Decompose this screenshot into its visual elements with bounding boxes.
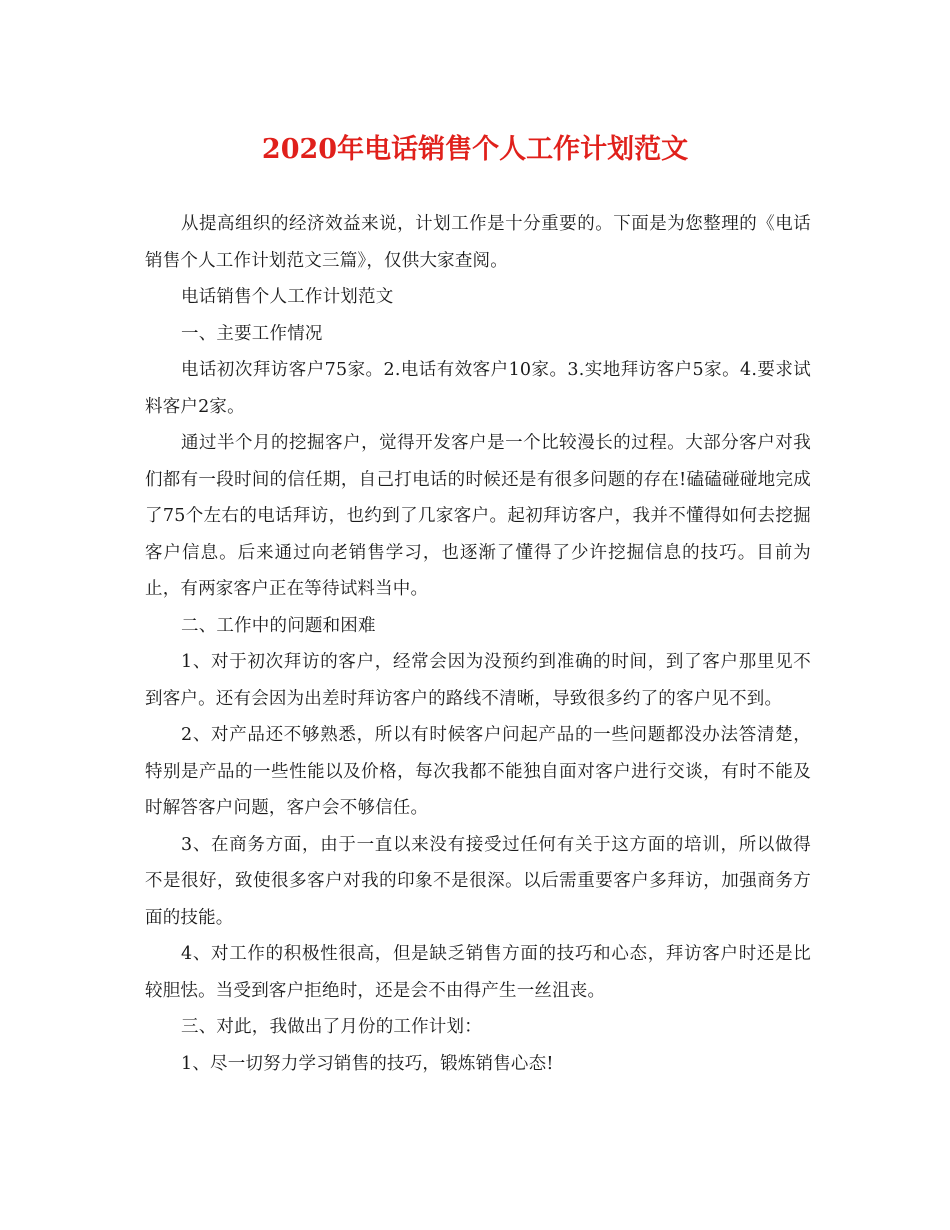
body-paragraph: 通过半个月的挖掘客户，觉得开发客户是一个比较漫长的过程。大部分客户对我们都有一段时间的信任期，自己打电话的时候还是有很多问题的存在!磕磕碰碰地完成了75个左右的电话拜访，也约到了几家客户。起初拜访客户，我并不懂得如何去挖掘客户信息。后来通过向老销售学习，也逐渐了懂得了少许挖掘信息的技巧。目前为止，有两家客户正在等待试料当中。 bbox=[145, 433, 811, 599]
body-paragraph: 1、尽一切努力学习销售的技巧，锻炼销售心态! bbox=[181, 1053, 554, 1074]
subtitle-paragraph: 电话销售个人工作计划范文 bbox=[181, 287, 394, 307]
body-paragraph: 4、对工作的积极性很高，但是缺乏销售方面的技巧和心态，拜访客户时还是比较胆怯。当受到客户拒绝时，还是会不由得产生一丝沮丧。 bbox=[145, 944, 811, 1001]
body-paragraph: 2、对产品还不够熟悉，所以有时候客户问起产品的一些问题都没办法答清楚，特别是产品的一些性能以及价格，每次我都不能独自面对客户进行交谈，有时不能及时解答客户问题，客户会不够信任。 bbox=[145, 725, 811, 818]
section-heading-2: 二、工作中的问题和困难 bbox=[181, 615, 376, 636]
document-body bbox=[145, 206, 811, 1082]
section-heading-1: 一、主要工作情况 bbox=[181, 323, 323, 344]
body-paragraph: 3、在商务方面，由于一直以来没有接受过任何有关于这方面的培训，所以做得不是很好，致使很多客户对我的印象不是很深。以后需重要客户多拜访，加强商务方面的技能。 bbox=[145, 834, 811, 928]
body-paragraph: 1、对于初次拜访的客户，经常会因为没预约到准确的时间，到了客户那里见不到客户。还有会因为出差时拜访客户的路线不清晰，导致很多约了的客户见不到。 bbox=[145, 652, 811, 709]
section-heading-3: 三、对此，我做出了月份的工作计划： bbox=[181, 1017, 482, 1037]
document-title: 2020年电话销售个人工作计划范文 bbox=[261, 134, 689, 165]
body-paragraph: 电话初次拜访客户75家。2.电话有效客户10家。3.实地拜访客户5家。4.要求试料客户2家。 bbox=[145, 360, 811, 417]
intro-paragraph: 从提高组织的经济效益来说，计划工作是十分重要的。下面是为您整理的《电话销售个人工作计划范文三篇》，仅供大家查阅。 bbox=[145, 214, 811, 271]
